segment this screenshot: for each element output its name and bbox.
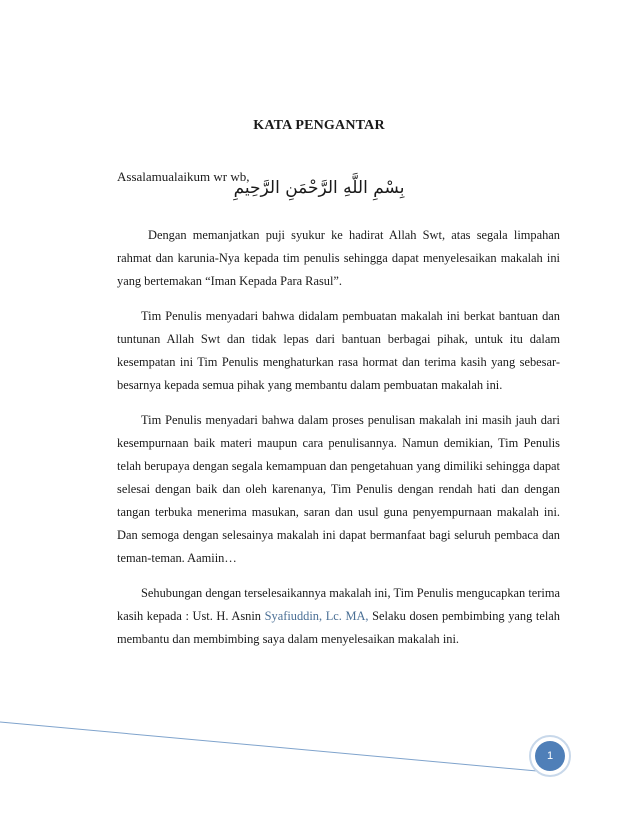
paragraph-1: Dengan memanjatkan puji syukur ke hadirat Allah Swt, atas segala limpahan rahmat dan karunia-Nya kepada tim penulis sehingga dapat menyelesaikan makalah ini yang bertemakan “Iman Kepada Para Rasul”. bbox=[117, 228, 560, 288]
paragraph-4-end: Selaku dosen pembimbing yang telah membantu dan membimbing saya dalam menyelesaikan makalah ini. bbox=[117, 609, 561, 646]
paragraph-3: Tim Penulis menyadari bahwa dalam proses penulisan makalah ini masih jauh dari kesempurnaan baik materi maupun cara penulisannya. Namun demikian, Tim Penulis telah berupaya dengan segala kemampuan dan pengetahuan yang dimiliki sehingga dapat selesai dengan baik dan oleh karenanya, Tim Penulis dengan rendah hati dan dengan tangan terbuka menerima masukan, saran dan usul guna penyempurnaan makalah ini. Dan semoga dengan selesainya makalah ini dapat bermanfaat bagi seluruh pembaca dan teman-teman. Aamiin… bbox=[117, 413, 560, 565]
paragraph-2: Tim Penulis menyadari bahwa didalam pembuatan makalah ini berkat bantuan dan tuntunan Allah Swt dan tidak lepas dari bantuan berbagai pihak, untuk itu dalam kesempatan ini Tim Penulis menghaturkan rasa hormat dan terima kasih yang sebesar-besarnya kepada semua pihak yang membantu dalam pembuatan makalah ini. bbox=[117, 309, 560, 392]
salutation: Assalamualaikum wr wb, bbox=[117, 169, 250, 184]
lecturer-name: Syafiuddin, Lc. MA, bbox=[264, 609, 369, 623]
paragraph-4-start: Sehubungan dengan terselesaikannya makalah ini, Tim Penulis mengucapkan terima kasih kepada : Ust. H. Asnin bbox=[117, 586, 560, 623]
bismillah-text: بِسْمِ اللَّهِ الرَّحْمَنِ الرَّحِيمِ bbox=[233, 178, 405, 198]
page-number: 1 bbox=[546, 750, 554, 762]
footer-line bbox=[0, 722, 548, 772]
page-title: KATA PENGANTAR bbox=[253, 118, 385, 133]
